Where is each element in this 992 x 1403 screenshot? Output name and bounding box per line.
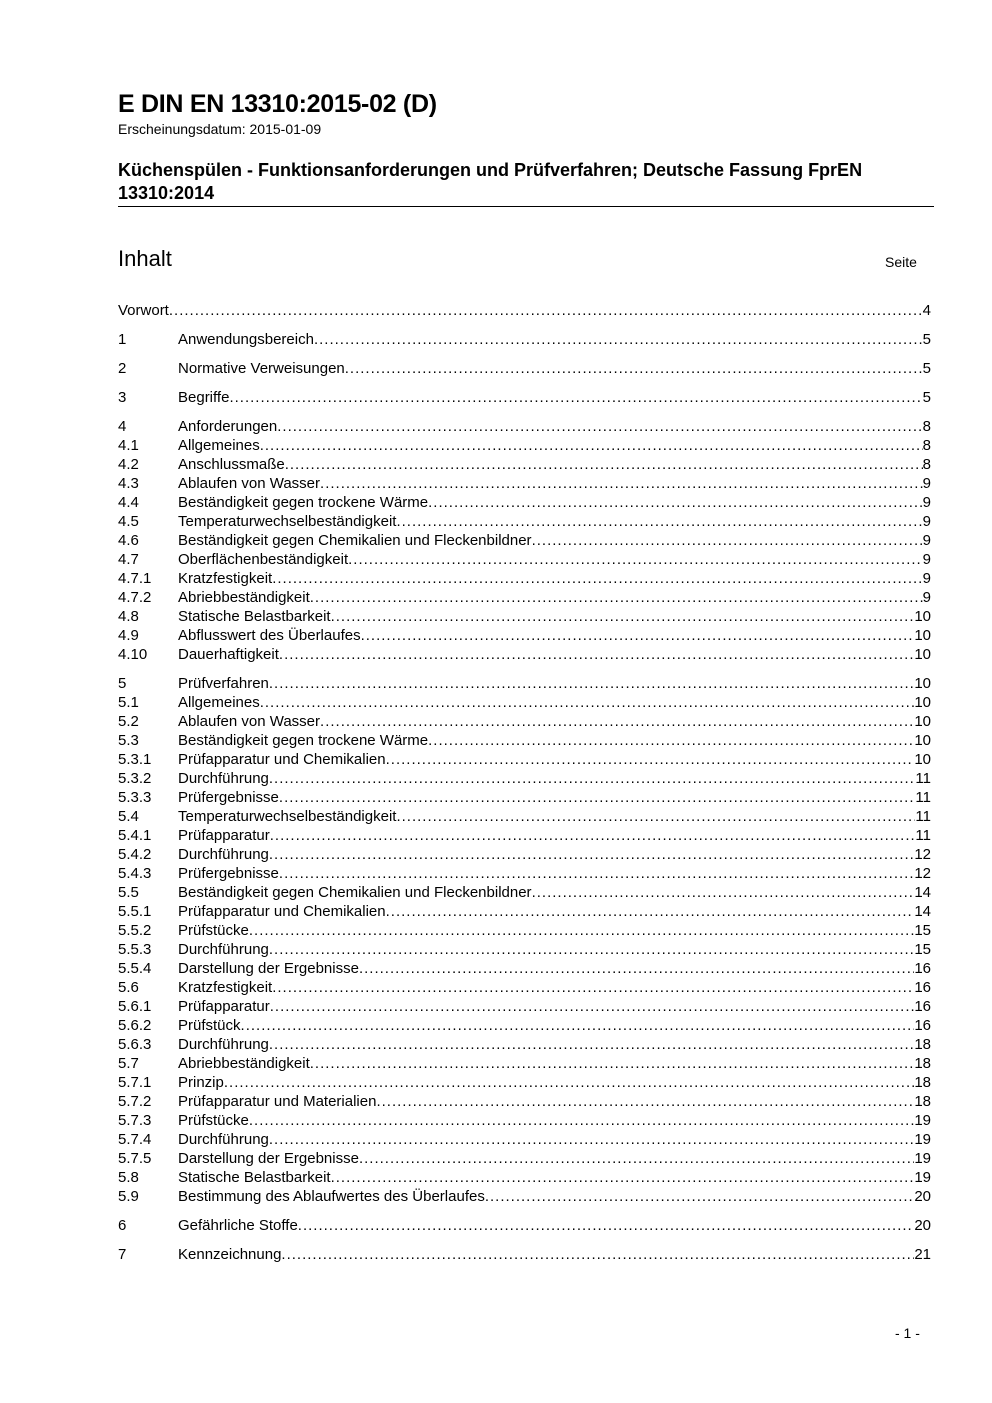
toc-entry[interactable] xyxy=(118,512,931,531)
toc-dot-leader xyxy=(359,1149,914,1168)
toc-entry[interactable] xyxy=(118,626,931,645)
toc-entry[interactable] xyxy=(118,1168,931,1187)
toc-entry-page: 9 xyxy=(922,570,931,587)
toc-entry-title: Beständigkeit gegen trockene Wärme xyxy=(178,732,429,749)
toc-dot-leader xyxy=(260,693,915,712)
toc-entry-number: 5.7.5 xyxy=(118,1150,152,1167)
toc-entry[interactable] xyxy=(118,645,931,664)
toc-entry-number: 5.1 xyxy=(118,694,139,711)
toc-dot-leader xyxy=(361,626,915,645)
toc-entry[interactable] xyxy=(118,940,931,959)
toc-entry-title: Beständigkeit gegen trockene Wärme xyxy=(178,494,429,511)
toc-entry-title: Prüfapparatur und Materialien xyxy=(178,1093,377,1110)
toc-group xyxy=(118,301,931,320)
toc-entry-number: 2 xyxy=(118,360,127,377)
toc-entry-number: 3 xyxy=(118,389,127,406)
toc-group xyxy=(118,388,931,407)
toc-entry-title: Durchführung xyxy=(178,846,269,863)
toc-entry-page: 10 xyxy=(914,608,931,625)
toc-dot-leader xyxy=(298,1216,915,1235)
toc-entry[interactable] xyxy=(118,769,931,788)
toc-entry-title: Prüfstück xyxy=(178,1017,241,1034)
toc-entry-number: 5.4.3 xyxy=(118,865,152,882)
toc-dot-leader xyxy=(279,645,914,664)
toc-entry[interactable] xyxy=(118,845,931,864)
toc-entry-title: Abflusswert des Überlaufes xyxy=(178,627,361,644)
toc-entry[interactable] xyxy=(118,978,931,997)
toc-entry-page: 19 xyxy=(914,1112,931,1129)
toc-entry-title: Begriffe xyxy=(178,389,230,406)
toc-dot-leader xyxy=(386,902,915,921)
toc-entry-page: 9 xyxy=(922,551,931,568)
toc-entry-title: Prinzip xyxy=(178,1074,224,1091)
toc-entry-page: 19 xyxy=(914,1169,931,1186)
toc-entry-number: 5.7 xyxy=(118,1055,139,1072)
toc-dot-leader xyxy=(270,826,916,845)
toc-entry-title: Statische Belastbarkeit xyxy=(178,1169,331,1186)
toc-entry-page: 9 xyxy=(922,532,931,549)
toc-group xyxy=(118,674,931,1206)
toc-entry-title: Anforderungen xyxy=(178,418,278,435)
toc-entry-page: 10 xyxy=(914,646,931,663)
toc-entry-number: 5.6.3 xyxy=(118,1036,152,1053)
toc-dot-leader xyxy=(229,388,922,407)
toc-entry[interactable] xyxy=(118,607,931,626)
toc-dot-leader xyxy=(269,674,914,693)
toc-entry[interactable] xyxy=(118,531,931,550)
toc-entry[interactable] xyxy=(118,883,931,902)
toc-entry-title: Ablaufen von Wasser xyxy=(178,475,321,492)
toc-dot-leader xyxy=(241,1016,915,1035)
toc-dot-leader xyxy=(428,493,923,512)
toc-entry-page: 18 xyxy=(914,1036,931,1053)
toc-entry[interactable] xyxy=(118,750,931,769)
toc-entry-title: Allgemeines xyxy=(178,437,260,454)
toc-entry[interactable] xyxy=(118,712,931,731)
toc-entry-title: Prüfapparatur und Chemikalien xyxy=(178,903,386,920)
toc-entry-title: Temperaturwechselbeständigkeit xyxy=(178,808,397,825)
toc-entry-page: 11 xyxy=(915,808,931,825)
toc-entry[interactable] xyxy=(118,1092,931,1111)
toc-dot-leader xyxy=(532,883,915,902)
toc-entry-number: 5.2 xyxy=(118,713,139,730)
toc-entry-title: Prüfergebnisse xyxy=(178,789,279,806)
toc-entry[interactable] xyxy=(118,997,931,1016)
toc-entry-title: Abriebbeständigkeit xyxy=(178,1055,310,1072)
toc-dot-leader xyxy=(277,417,922,436)
toc-group xyxy=(118,417,931,664)
toc-dot-leader xyxy=(249,921,914,940)
toc-entry-page: 9 xyxy=(922,475,931,492)
toc-entry-title: Beständigkeit gegen Chemikalien und Fleckenbildner xyxy=(178,884,532,901)
toc-entry-title: Prüfapparatur xyxy=(178,998,270,1015)
toc-entry-title: Kratzfestigkeit xyxy=(178,979,273,996)
toc-entry[interactable] xyxy=(118,959,931,978)
document-subtitle: Küchenspülen - Funktionsanforderungen und Prüfverfahren; Deutsche Fassung FprEN 13310:2014 xyxy=(118,160,863,203)
toc-entry-number: 5.9 xyxy=(118,1188,139,1205)
toc-entry-page: 8 xyxy=(922,418,931,435)
toc-entry[interactable] xyxy=(118,474,931,493)
toc-group xyxy=(118,1245,931,1264)
toc-entry[interactable] xyxy=(118,826,931,845)
toc-entry-title: Statische Belastbarkeit xyxy=(178,608,331,625)
toc-entry-title: Abriebbeständigkeit xyxy=(178,589,310,606)
toc-dot-leader xyxy=(532,531,923,550)
toc-entry[interactable] xyxy=(118,1111,931,1130)
toc-entry-number: 5.3.1 xyxy=(118,751,152,768)
toc-entry-page: 16 xyxy=(914,998,931,1015)
toc-entry-page: 12 xyxy=(914,846,931,863)
toc-entry-title: Vorwort xyxy=(118,302,169,319)
toc-dot-leader xyxy=(269,769,916,788)
toc-dot-leader xyxy=(320,712,914,731)
toc-entry-number: 5.5 xyxy=(118,884,139,901)
toc-dot-leader xyxy=(224,1073,914,1092)
toc-entry[interactable] xyxy=(118,493,931,512)
toc-dot-leader xyxy=(279,864,914,883)
toc-entry-title: Oberflächenbeständigkeit xyxy=(178,551,349,568)
toc-entry-number: 5.7.4 xyxy=(118,1131,152,1148)
toc-entry-page: 18 xyxy=(914,1093,931,1110)
toc-dot-leader xyxy=(269,1035,914,1054)
toc-entry-page: 20 xyxy=(914,1188,931,1205)
toc-entry-page: 16 xyxy=(914,960,931,977)
toc-dot-leader xyxy=(314,330,923,349)
toc-dot-leader xyxy=(279,788,916,807)
toc-entry[interactable] xyxy=(118,902,931,921)
toc-entry-number: 7 xyxy=(118,1246,127,1263)
toc-entry[interactable] xyxy=(118,1245,931,1264)
toc-entry-title: Dauerhaftigkeit xyxy=(178,646,279,663)
toc-dot-leader xyxy=(310,588,923,607)
toc-entry-page: 14 xyxy=(914,884,931,901)
toc-entry-number: 4.3 xyxy=(118,475,139,492)
toc-entry-page: 5 xyxy=(922,331,931,348)
toc-entry[interactable] xyxy=(118,1035,931,1054)
toc-entry[interactable] xyxy=(118,1073,931,1092)
toc-entry[interactable] xyxy=(118,1054,931,1073)
toc-entry-title: Darstellung der Ergebnisse xyxy=(178,960,359,977)
toc-entry-number: 4.9 xyxy=(118,627,139,644)
toc-entry[interactable] xyxy=(118,674,931,693)
toc-entry-number: 5.6.2 xyxy=(118,1017,152,1034)
toc-entry-page: 11 xyxy=(915,770,931,787)
toc-entry-number: 5.4.1 xyxy=(118,827,152,844)
toc-entry-title: Prüfergebnisse xyxy=(178,865,279,882)
publication-date: Erscheinungsdatum: 2015-01-09 xyxy=(118,121,322,137)
toc-entry-page: 10 xyxy=(914,627,931,644)
toc-entry-number: 4.4 xyxy=(118,494,139,511)
toc-entry[interactable] xyxy=(118,359,931,378)
toc-entry-title: Durchführung xyxy=(178,770,269,787)
toc-entry-page: 21 xyxy=(914,1246,931,1263)
document-title: E DIN EN 13310:2015-02 (D) xyxy=(118,90,437,118)
toc-entry[interactable] xyxy=(118,1216,931,1235)
toc-entry[interactable] xyxy=(118,1149,931,1168)
toc-entry[interactable] xyxy=(118,455,931,474)
toc-dot-leader xyxy=(331,1168,915,1187)
toc-entry-page: 16 xyxy=(914,979,931,996)
toc-dot-leader xyxy=(281,1245,914,1264)
toc-entry-number: 4.6 xyxy=(118,532,139,549)
toc-entry-page: 5 xyxy=(922,389,931,406)
toc-entry-page: 4 xyxy=(922,302,931,319)
toc-entry[interactable] xyxy=(118,807,931,826)
toc-dot-leader xyxy=(272,569,922,588)
toc-entry-number: 1 xyxy=(118,331,127,348)
toc-entry-title: Ablaufen von Wasser xyxy=(178,713,321,730)
toc-entry-page: 18 xyxy=(914,1055,931,1072)
toc-dot-leader xyxy=(169,301,923,320)
toc-entry[interactable] xyxy=(118,788,931,807)
toc-entry[interactable] xyxy=(118,731,931,750)
toc-dot-leader xyxy=(345,359,923,378)
toc-dot-leader xyxy=(249,1111,914,1130)
toc-entry[interactable] xyxy=(118,921,931,940)
page-number: - 1 - xyxy=(895,1325,920,1341)
toc-entry-page: 8 xyxy=(922,437,931,454)
toc-entry-number: 4.7.2 xyxy=(118,589,152,606)
toc-entry[interactable] xyxy=(118,301,931,320)
toc-entry-page: 12 xyxy=(914,865,931,882)
toc-entry-title: Kennzeichnung xyxy=(178,1246,282,1263)
toc-entry-title: Normative Verweisungen xyxy=(178,360,345,377)
toc-dot-leader xyxy=(320,474,923,493)
toc-dot-leader xyxy=(269,845,914,864)
toc-entry-page: 10 xyxy=(914,675,931,692)
toc-entry-number: 4.7 xyxy=(118,551,139,568)
toc-entry-page: 15 xyxy=(914,922,931,939)
toc-entry[interactable] xyxy=(118,1016,931,1035)
toc-entry[interactable] xyxy=(118,436,931,455)
toc-entry-page: 19 xyxy=(914,1150,931,1167)
toc-group xyxy=(118,1216,931,1235)
toc-entry-page: 16 xyxy=(914,1017,931,1034)
toc-entry-number: 5.7.2 xyxy=(118,1093,152,1110)
toc-entry-title: Anwendungsbereich xyxy=(178,331,314,348)
toc-entry-number: 4.5 xyxy=(118,513,139,530)
toc-dot-leader xyxy=(310,1054,915,1073)
toc-entry-page: 20 xyxy=(914,1217,931,1234)
toc-entry-number: 5.3 xyxy=(118,732,139,749)
toc-entry-number: 4.1 xyxy=(118,437,139,454)
toc-entry-number: 5.5.3 xyxy=(118,941,152,958)
toc-entry-title: Durchführung xyxy=(178,1131,269,1148)
toc-entry-number: 5.5.4 xyxy=(118,960,152,977)
toc-entry-title: Bestimmung des Ablaufwertes des Überlaufes xyxy=(178,1188,485,1205)
toc-dot-leader xyxy=(376,1092,914,1111)
toc-group xyxy=(118,359,931,378)
toc-entry-number: 5.7.1 xyxy=(118,1074,152,1091)
toc-entry-number: 5.7.3 xyxy=(118,1112,152,1129)
toc-entry-number: 5.6.1 xyxy=(118,998,152,1015)
toc-entry-number: 5.5.1 xyxy=(118,903,152,920)
toc-dot-leader xyxy=(269,1130,914,1149)
toc-entry-number: 5.4 xyxy=(118,808,139,825)
toc-entry-title: Darstellung der Ergebnisse xyxy=(178,1150,359,1167)
toc-entry-title: Prüfstücke xyxy=(178,922,249,939)
toc-dot-leader xyxy=(428,731,914,750)
toc-entry-number: 6 xyxy=(118,1217,127,1234)
toc-entry-page: 9 xyxy=(922,589,931,606)
toc-entry[interactable] xyxy=(118,864,931,883)
toc-entry-title: Prüfverfahren xyxy=(178,675,269,692)
toc-entry-title: Prüfstücke xyxy=(178,1112,249,1129)
toc-dot-leader xyxy=(396,807,915,826)
toc-entry-title: Temperaturwechselbeständigkeit xyxy=(178,513,397,530)
toc-dot-leader xyxy=(269,940,914,959)
toc-entry[interactable] xyxy=(118,330,931,349)
toc-dot-leader xyxy=(348,550,923,569)
table-of-contents xyxy=(118,301,931,1274)
toc-entry-page: 9 xyxy=(922,494,931,511)
header-divider xyxy=(118,206,934,207)
toc-dot-leader xyxy=(270,997,915,1016)
toc-entry-number: 4.7.1 xyxy=(118,570,152,587)
toc-dot-leader xyxy=(272,978,914,997)
toc-dot-leader xyxy=(485,1187,914,1206)
toc-entry-number: 5.3.2 xyxy=(118,770,152,787)
toc-dot-leader xyxy=(359,959,914,978)
toc-dot-leader xyxy=(396,512,922,531)
toc-entry-page: 10 xyxy=(914,732,931,749)
toc-entry[interactable] xyxy=(118,693,931,712)
toc-entry-page: 11 xyxy=(915,789,931,806)
toc-dot-leader xyxy=(285,455,923,474)
toc-entry-page: 10 xyxy=(914,713,931,730)
toc-entry-number: 5.3.3 xyxy=(118,789,152,806)
toc-entry-title: Anschlussmaße xyxy=(178,456,285,473)
toc-entry-page: 15 xyxy=(914,941,931,958)
toc-entry-title: Kratzfestigkeit xyxy=(178,570,273,587)
toc-entry-number: 5.4.2 xyxy=(118,846,152,863)
toc-entry[interactable] xyxy=(118,388,931,407)
toc-entry-number: 4.10 xyxy=(118,646,148,663)
toc-entry-page: 8 xyxy=(922,456,931,473)
toc-dot-leader xyxy=(260,436,923,455)
toc-entry-title: Prüfapparatur und Chemikalien xyxy=(178,751,386,768)
toc-entry-page: 5 xyxy=(922,360,931,377)
toc-dot-leader xyxy=(386,750,915,769)
toc-heading: Inhalt xyxy=(118,246,172,271)
toc-group xyxy=(118,330,931,349)
toc-entry-number: 5.5.2 xyxy=(118,922,152,939)
toc-entry[interactable] xyxy=(118,588,931,607)
toc-entry-title: Prüfapparatur xyxy=(178,827,270,844)
toc-entry-number: 4.8 xyxy=(118,608,139,625)
toc-entry[interactable] xyxy=(118,550,931,569)
toc-entry-page: 10 xyxy=(914,751,931,768)
toc-entry-title: Durchführung xyxy=(178,941,269,958)
toc-entry-title: Allgemeines xyxy=(178,694,260,711)
toc-entry[interactable] xyxy=(118,417,931,436)
toc-entry-page: 11 xyxy=(915,827,931,844)
toc-entry-title: Beständigkeit gegen Chemikalien und Fleckenbildner xyxy=(178,532,532,549)
toc-dot-leader xyxy=(331,607,915,626)
toc-entry-page: 14 xyxy=(914,903,931,920)
toc-entry-number: 4 xyxy=(118,418,127,435)
toc-entry-number: 5 xyxy=(118,675,127,692)
toc-entry-title: Gefährliche Stoffe xyxy=(178,1217,298,1234)
toc-entry-page: 10 xyxy=(914,694,931,711)
toc-entry-number: 5.6 xyxy=(118,979,139,996)
toc-entry-number: 4.2 xyxy=(118,456,139,473)
toc-entry-page: 9 xyxy=(922,513,931,530)
toc-entry-page: 19 xyxy=(914,1131,931,1148)
toc-entry-number: 5.8 xyxy=(118,1169,139,1186)
toc-entry-page: 18 xyxy=(914,1074,931,1091)
toc-page-column-label: Seite xyxy=(885,254,917,270)
toc-entry[interactable] xyxy=(118,1130,931,1149)
toc-entry[interactable] xyxy=(118,569,931,588)
toc-entry-title: Durchführung xyxy=(178,1036,269,1053)
toc-entry[interactable] xyxy=(118,1187,931,1206)
